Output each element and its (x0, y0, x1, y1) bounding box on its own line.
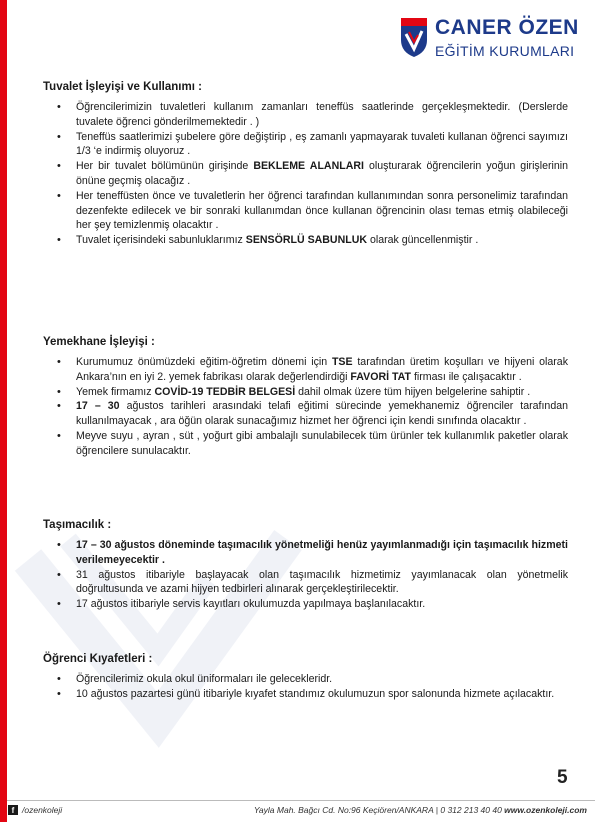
list-item: • Her bir tuvalet bölümünün girişinde BEKLEME ALANLARI oluşturarak öğrencilerin yoğun girişlerinin önüne geçmiş olacağız . (43, 159, 568, 189)
brand-name: CANER ÖZEN (435, 16, 579, 39)
section-yemekhane (43, 336, 568, 459)
bullet-list (43, 672, 568, 702)
section-tasimacilik (43, 519, 568, 612)
social-handle[interactable]: /ozenkoleji (22, 805, 63, 815)
list-item: • 17 – 30 ağustos tarihleri arasındaki telafi eğitimi sürecinde yemekhanemiz öğrenciler tarafından kullanılmayacak , ara öğün olarak sunacağımız hizmet her öğrenci için kendi sınıfında olacaktır . (43, 399, 568, 429)
list-item: • Her teneffüsten önce ve tuvaletlerin her öğrenci tarafından kullanımından sonra personelimiz tarafından dezenfekte edilecek ve bir sonraki kullanımdan önce kullanan öğrencinin olası temas etmiş olabileceği her şey temizlenmiş olacaktır . (43, 189, 568, 233)
section-tuvalet (43, 81, 568, 248)
brand-logo (399, 10, 589, 72)
list-item: • Meyve suyu , ayran , süt , yoğurt gibi ambalajlı sunulabilecek tüm ürünler tek kullanımlık paketler olarak öğrencilere sunulacaktır. (43, 429, 568, 459)
list-item: • 10 ağustos pazartesi günü itibariyle kıyafet standımız okulumuzun spor salonunda hizmete açılacaktır. (43, 687, 568, 702)
section-title: Taşımacılık : (43, 519, 112, 531)
footer-contact (254, 805, 587, 815)
bullet-list (43, 538, 568, 612)
list-item: • Yemek firmamız COVİD-19 TEDBİR BELGESİ dahil olmak üzere tüm hijyen belgelerine sahiptir . (43, 385, 568, 400)
section-kiyafet (43, 653, 568, 702)
section-title: Tuvalet İşleyişi ve Kullanımı : (43, 81, 202, 93)
list-item: • Öğrencilerimiz okula okul üniformaları ile gelecekleridr. (43, 672, 568, 687)
list-item: • 17 – 30 ağustos döneminde taşımacılık yönetmeliği henüz yayımlanmadığı için taşımacılık hizmeti verilemeyecektir . (43, 538, 568, 568)
list-item: • 31 ağustos itibariyle başlayacak olan taşımacılık hizmetimiz yayımlanacak olan yönetmelik doğrultusunda ve azami hijyen tedbirleri alınarak gerçekleştirilecektir. (43, 568, 568, 598)
website-link[interactable]: www.ozenkoleji.com (504, 805, 587, 815)
section-title: Öğrenci Kıyafetleri : (43, 653, 153, 665)
shield-icon (399, 16, 429, 58)
page-number: 5 (557, 767, 568, 788)
list-item: • Öğrencilerimizin tuvaletleri kullanım zamanları teneffüs saatlerinde gerçekleşmektedir. (Derslerde tuvalete öğrenci gönderilmemektedir . ) (43, 100, 568, 130)
list-item: • Teneffüs saatlerimizi şubelere göre değiştirip , eş zamanlı yapmayarak tuvaleti kullanan öğrenci sayımızı 1/3 ‘e indirmiş oluyoruz . (43, 130, 568, 160)
list-item: • Tuvalet içerisindeki sabunluklarımız SENSÖRLÜ SABUNLUK olarak güncellenmiştir . (43, 233, 568, 248)
footer-divider (7, 800, 595, 801)
list-item: • 17 ağustos itibariyle servis kayıtları okulumuzda yapılmaya başlanılacaktır. (43, 597, 568, 612)
brand-subtitle: EĞİTİM KURUMLARI (435, 43, 575, 59)
section-title: Yemekhane İşleyişi : (43, 336, 155, 348)
list-item: • Kurumumuz önümüzdeki eğitim-öğretim dönemi için TSE tarafından üretim koşulları ve hijyeni olarak Ankara’nın en iyi 2. yemek fabrikası olarak değerlendirdiği FAVORİ TAT firması ile çalışacaktır . (43, 355, 568, 385)
bullet-list (43, 100, 568, 248)
facebook-icon[interactable]: f (8, 805, 18, 815)
left-accent-bar (0, 0, 7, 822)
address-text: Yayla Mah. Bağcı Cd. No:96 Keçiören/ANKARA | 0 312 213 40 40 (253, 805, 505, 815)
bullet-list (43, 355, 568, 459)
